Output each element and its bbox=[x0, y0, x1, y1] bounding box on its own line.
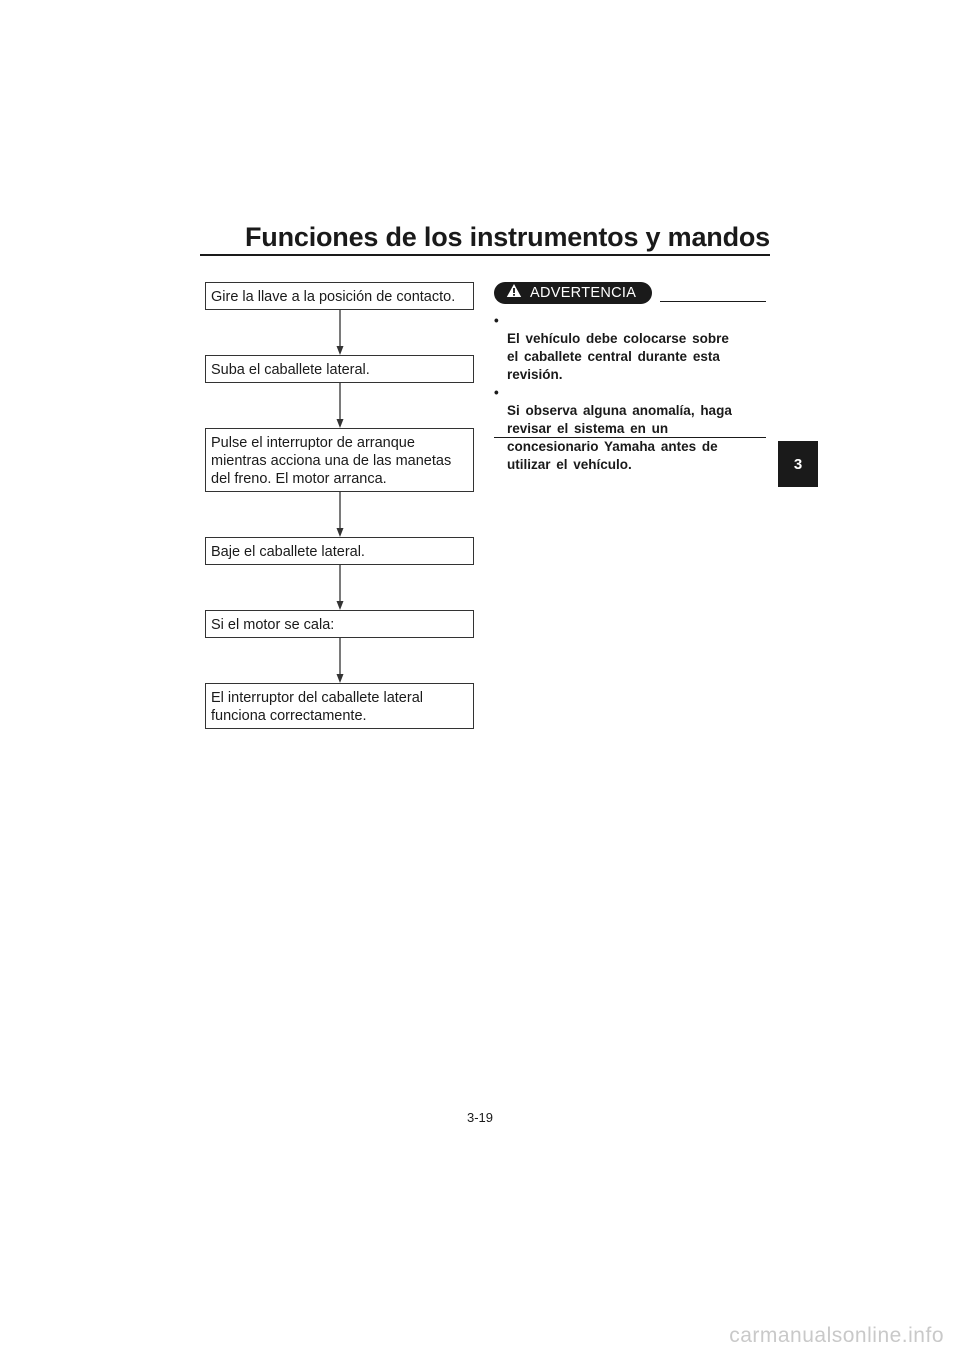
flow-step-1-text: Gire la llave a la posición de contacto. bbox=[211, 289, 456, 305]
warning-badge bbox=[494, 282, 652, 304]
flow-arrow-3 bbox=[334, 492, 346, 537]
flow-step-4 bbox=[205, 537, 474, 565]
bullet-icon: • bbox=[494, 313, 499, 328]
warning-top-rule bbox=[660, 301, 766, 302]
flow-arrow-4 bbox=[334, 565, 346, 610]
warning-item-text: El vehículo debe colocarse sobre el caballete central durante esta revisión. bbox=[507, 331, 729, 382]
flow-step-5 bbox=[205, 610, 474, 638]
page-title: Funciones de los instrumentos y mandos bbox=[245, 222, 770, 252]
warning-item bbox=[494, 312, 766, 384]
watermark: carmanualsonline.info bbox=[729, 1324, 944, 1347]
flow-arrow-1 bbox=[334, 310, 346, 355]
flow-step-6 bbox=[205, 683, 474, 729]
warning-item bbox=[494, 384, 766, 474]
flow-step-1 bbox=[205, 282, 474, 310]
warning-label: ADVERTENCIA bbox=[530, 285, 637, 301]
page-number: 3-19 bbox=[466, 1110, 494, 1125]
flow-arrow-2 bbox=[334, 383, 346, 428]
title-divider bbox=[200, 254, 770, 256]
warning-list bbox=[494, 312, 766, 474]
warning-item-text: Si observa alguna anomalía, haga revisar el sistema en un concesionario Yamaha antes de utilizar el vehículo. bbox=[507, 403, 732, 472]
flow-step-2-text: Suba el caballete lateral. bbox=[211, 362, 370, 378]
warning-bottom-rule bbox=[494, 437, 766, 438]
flow-step-2 bbox=[205, 355, 474, 383]
bullet-icon: • bbox=[494, 385, 499, 400]
flow-arrow-5 bbox=[334, 638, 346, 683]
flow-step-5-text: Si el motor se cala: bbox=[211, 617, 335, 633]
flow-step-6-text: El interruptor del caballete lateral funciona correctamente. bbox=[211, 690, 423, 724]
flow-step-4-text: Baje el caballete lateral. bbox=[211, 544, 365, 560]
flow-step-3-text: Pulse el interruptor de arranque mientras acciona una de las manetas del freno. El motor arranca. bbox=[211, 435, 452, 487]
chapter-tab: 3 bbox=[778, 441, 818, 487]
flow-step-3 bbox=[205, 428, 474, 492]
warning-triangle-icon bbox=[506, 283, 522, 303]
